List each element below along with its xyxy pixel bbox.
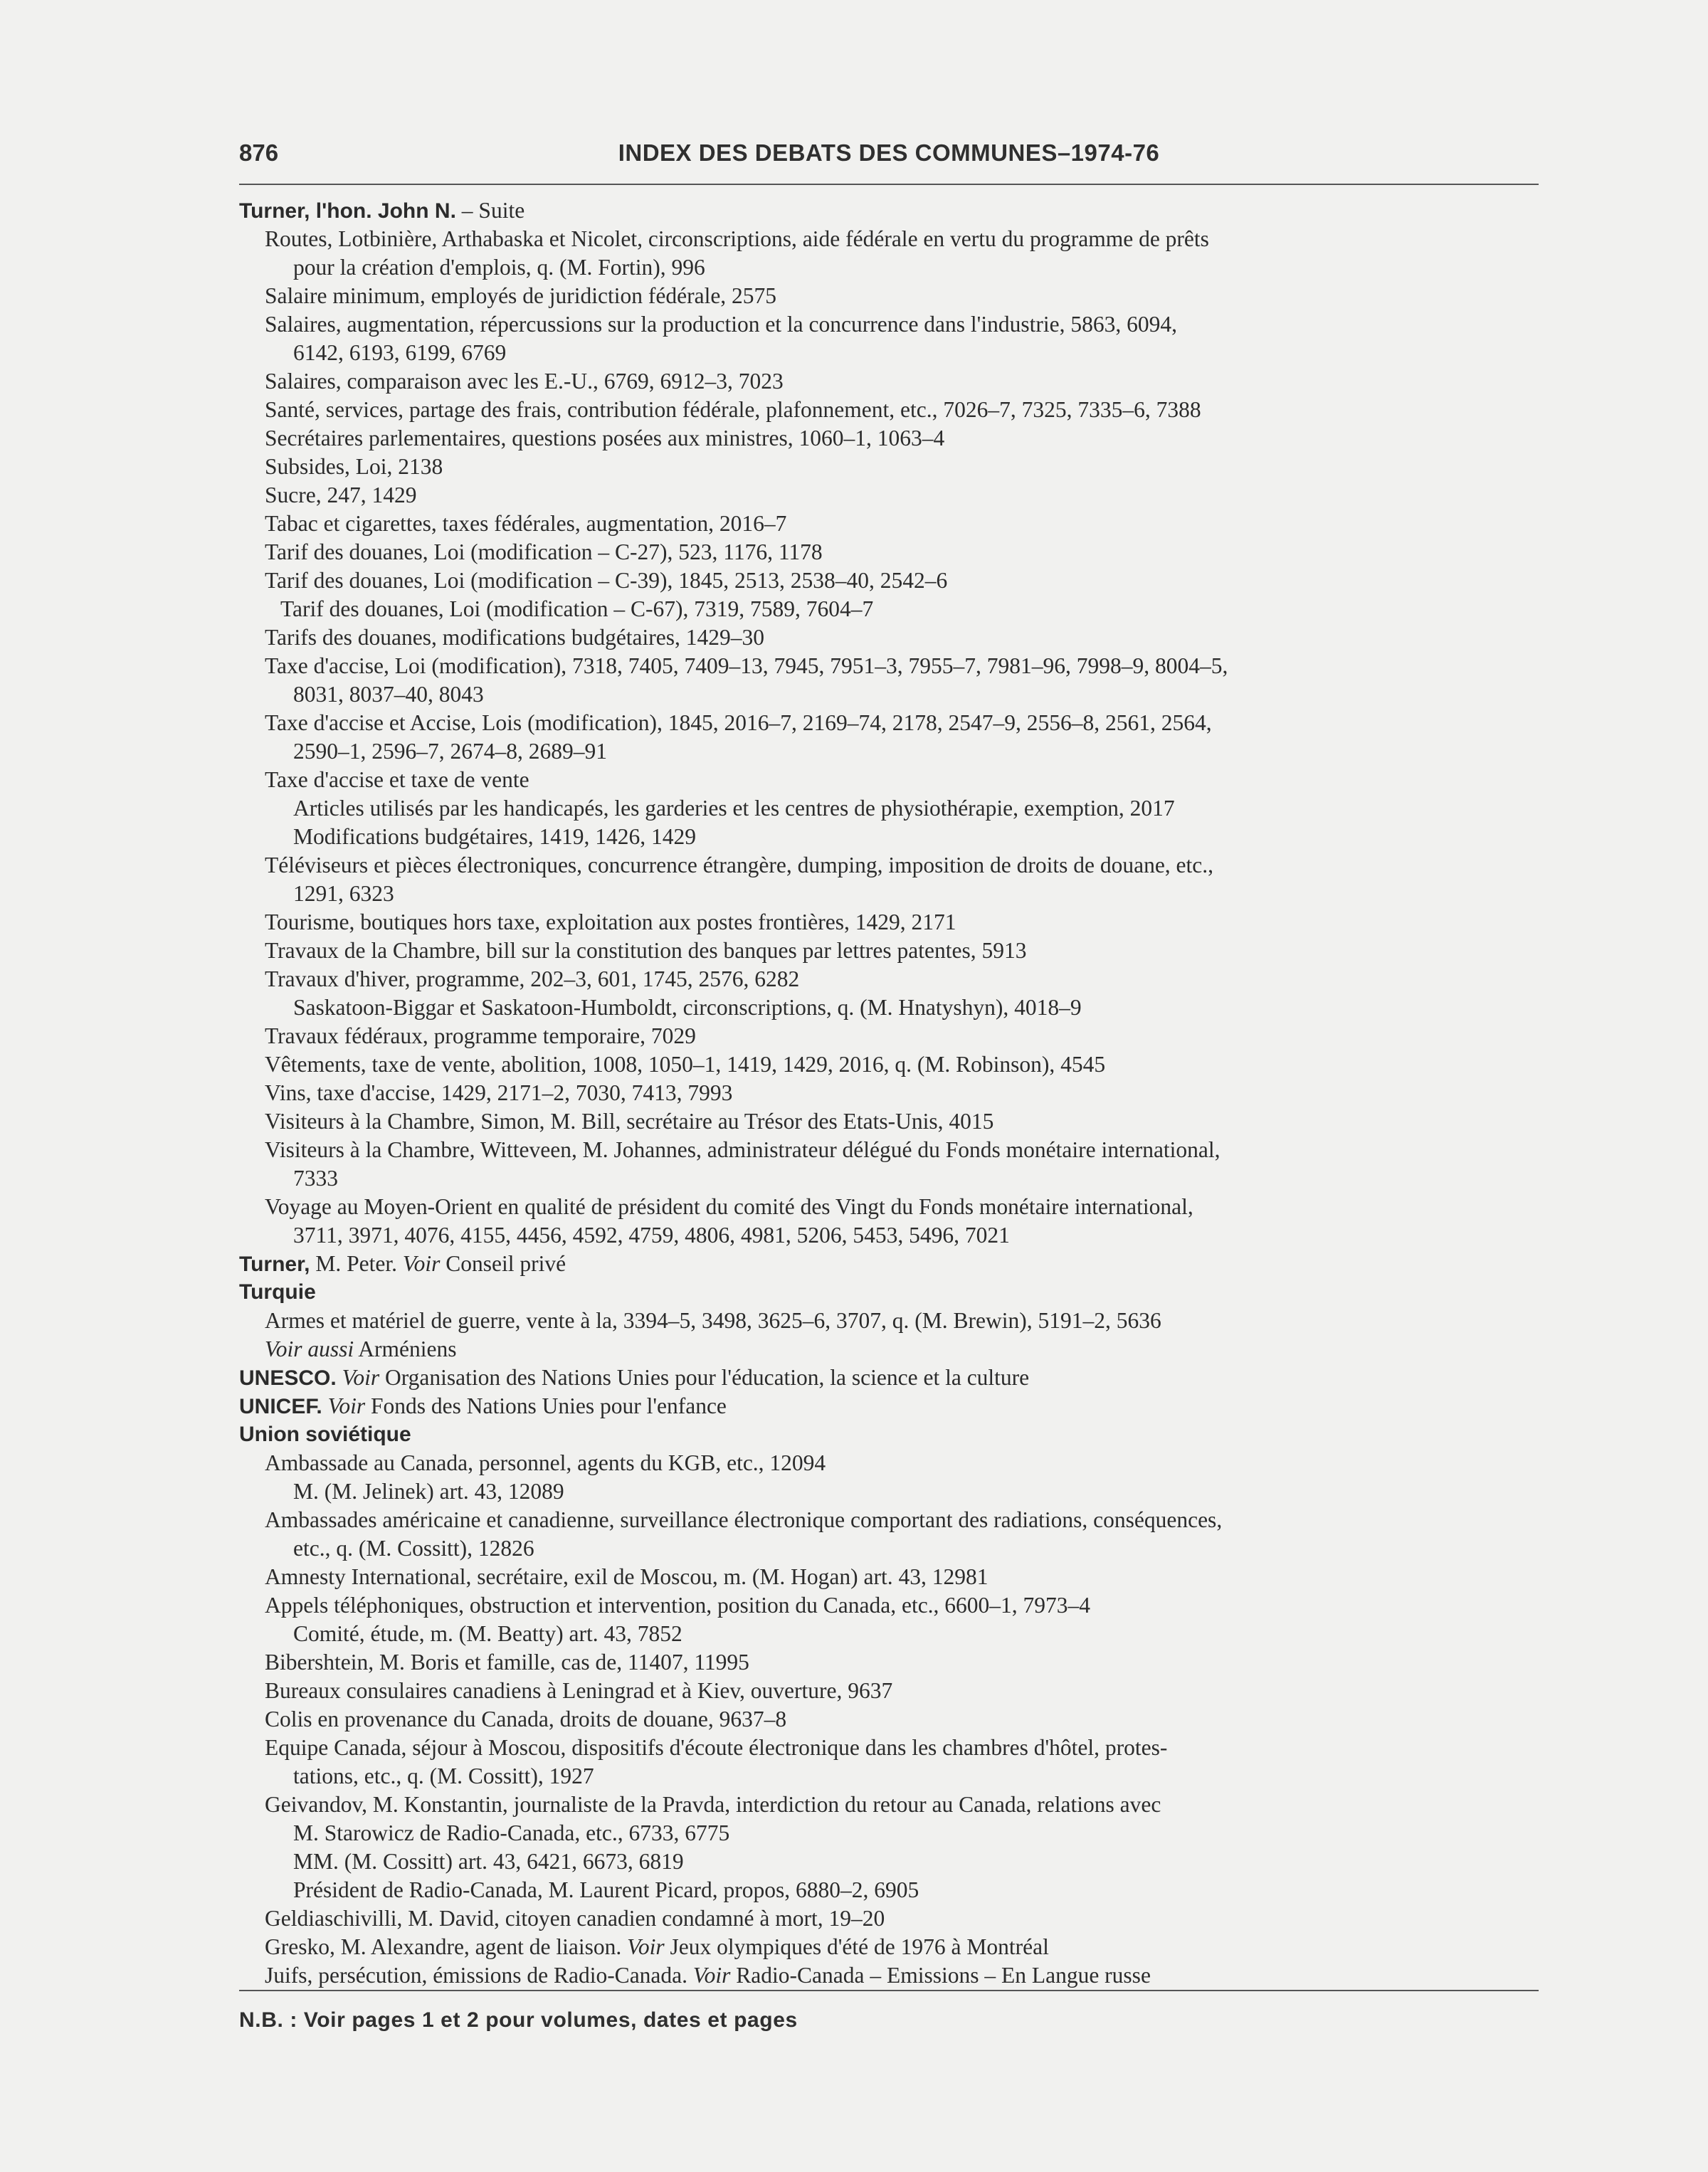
index-heading xyxy=(239,1250,1539,1278)
entry-text: Colis en provenance du Canada, droits de douane, 9637–8 xyxy=(265,1707,787,1731)
entry-text: Sucre, 247, 1429 xyxy=(265,483,417,507)
index-entry xyxy=(239,965,1539,993)
index-entry xyxy=(239,595,1539,623)
cross-reference-text: Voir xyxy=(692,1963,731,1988)
entry-text: Tourisme, boutiques hors taxe, exploitation aux postes frontières, 1429, 2171 xyxy=(265,910,956,934)
index-entry xyxy=(239,737,1539,766)
entry-text: Turquie xyxy=(239,1280,316,1304)
index-entry xyxy=(239,908,1539,937)
entry-text: Organisation des Nations Unies pour l'éducation, la science et la culture xyxy=(379,1365,1030,1390)
entry-text: Voyage au Moyen-Orient en qualité de président du comité des Vingt du Fonds monétaire international, xyxy=(265,1194,1193,1219)
entry-text: Turner, l'hon. John N. xyxy=(239,199,456,223)
page-number: 876 xyxy=(239,139,279,166)
entry-text: UNICEF. xyxy=(239,1395,322,1418)
entry-text: Geldiaschivilli, M. David, citoyen canadien condamné à mort, 19–20 xyxy=(265,1906,885,1931)
index-entry xyxy=(239,880,1539,908)
entry-text: Arméniens xyxy=(354,1337,457,1361)
entry-text: Juifs, persécution, émissions de Radio-Canada. xyxy=(265,1963,693,1988)
index-entry xyxy=(239,1677,1539,1705)
entry-text: Gresko, M. Alexandre, agent de liaison. xyxy=(265,1934,628,1959)
entry-text: 3711, 3971, 4076, 4155, 4456, 4592, 4759, 4806, 4981, 5206, 5453, 5496, 7021 xyxy=(293,1223,1010,1248)
index-entry xyxy=(239,339,1539,367)
index-entry xyxy=(239,851,1539,880)
index-entry xyxy=(239,453,1539,481)
entry-text: Jeux olympiques d'été de 1976 à Montréal xyxy=(664,1934,1049,1959)
entry-text: Articles utilisés par les handicapés, les garderies et les centres de physiothérapie, exemption, 2017 xyxy=(293,796,1175,821)
index-heading xyxy=(239,1364,1539,1392)
index-entry xyxy=(239,709,1539,737)
index-entry xyxy=(239,566,1539,595)
entry-text: Salaires, comparaison avec les E.-U., 6769, 6912–3, 7023 xyxy=(265,369,784,394)
index-entry xyxy=(239,1022,1539,1050)
entry-text: Tarif des douanes, Loi (modification – C-67), 7319, 7589, 7604–7 xyxy=(280,596,874,621)
entry-text: Santé, services, partage des frais, contribution fédérale, plafonnement, etc., 7026–7, 7325, 7335–6, 7388 xyxy=(265,397,1201,422)
entry-text: Amnesty International, secrétaire, exil de Moscou, m. (M. Hogan) art. 43, 12981 xyxy=(265,1564,989,1589)
entry-text: Equipe Canada, séjour à Moscou, dispositifs d'écoute électronique dans les chambres d'hôtel, protes- xyxy=(265,1735,1168,1760)
index-entry xyxy=(239,1136,1539,1164)
entry-text xyxy=(322,1393,328,1418)
entry-text: pour la création d'emplois, q. (M. Fortin), 996 xyxy=(293,255,705,280)
index-entry xyxy=(239,1705,1539,1734)
index-entry xyxy=(239,282,1539,310)
index-heading xyxy=(239,1392,1539,1420)
index-entry xyxy=(239,1164,1539,1193)
entry-text: Salaire minimum, employés de juridiction fédérale, 2575 xyxy=(265,283,777,308)
entry-text: UNESCO. xyxy=(239,1366,337,1390)
index-entry xyxy=(239,310,1539,339)
entry-text: Bibershtein, M. Boris et famille, cas de, 11407, 11995 xyxy=(265,1650,749,1675)
index-entry xyxy=(239,937,1539,965)
entry-text: etc., q. (M. Cossitt), 12826 xyxy=(293,1536,534,1561)
entry-text: Travaux fédéraux, programme temporaire, 7029 xyxy=(265,1023,696,1048)
entry-text: Comité, étude, m. (M. Beatty) art. 43, 7852 xyxy=(293,1621,682,1646)
index-entry xyxy=(239,1449,1539,1477)
index-entry xyxy=(239,1221,1539,1250)
entry-text: 8031, 8037–40, 8043 xyxy=(293,682,484,707)
entry-text: Union soviétique xyxy=(239,1423,411,1446)
index-entry xyxy=(239,225,1539,253)
cross-reference-text: Voir xyxy=(342,1365,380,1390)
index-entries xyxy=(239,196,1539,1990)
cross-reference-text: Voir aussi xyxy=(265,1337,354,1361)
entry-text: – Suite xyxy=(455,198,525,223)
entry-text: Conseil privé xyxy=(440,1251,566,1276)
index-entry xyxy=(239,367,1539,396)
entry-text: Bureaux consulaires canadiens à Leningrad et à Kiev, ouverture, 9637 xyxy=(265,1678,893,1703)
entry-text: Travaux d'hiver, programme, 202–3, 601, 1745, 2576, 6282 xyxy=(265,966,800,991)
entry-text: 6142, 6193, 6199, 6769 xyxy=(293,340,507,365)
entry-text: Travaux de la Chambre, bill sur la constitution des banques par lettres patentes, 5913 xyxy=(265,938,1027,963)
entry-text: Tarif des douanes, Loi (modification – C-39), 1845, 2513, 2538–40, 2542–6 xyxy=(265,568,948,593)
index-entry xyxy=(239,1961,1539,1990)
entry-text: Visiteurs à la Chambre, Simon, M. Bill, secrétaire au Trésor des Etats-Unis, 4015 xyxy=(265,1109,994,1134)
index-heading xyxy=(239,196,1539,225)
entry-text: Appels téléphoniques, obstruction et intervention, position du Canada, etc., 6600–1, 7973–4 xyxy=(265,1593,1091,1618)
index-entry xyxy=(239,1307,1539,1335)
index-entry xyxy=(239,823,1539,851)
index-entry xyxy=(239,1876,1539,1904)
index-entry xyxy=(239,1904,1539,1933)
index-entry xyxy=(239,481,1539,510)
index-entry xyxy=(239,396,1539,424)
index-entry xyxy=(239,1107,1539,1136)
entry-text: Armes et matériel de guerre, vente à la, 3394–5, 3498, 3625–6, 3707, q. (M. Brewin), 5191–2, 5636 xyxy=(265,1308,1161,1333)
index-entry xyxy=(239,1079,1539,1107)
index-entry xyxy=(239,253,1539,282)
entry-text: Taxe d'accise, Loi (modification), 7318, 7405, 7409–13, 7945, 7951–3, 7955–7, 7981–96, 7998–9, 8004–5, xyxy=(265,653,1228,678)
entry-text: M. Peter. xyxy=(310,1251,403,1276)
entry-text: Téléviseurs et pièces électroniques, concurrence étrangère, dumping, imposition de droits de douane, etc., xyxy=(265,853,1214,877)
entry-text: Geivandov, M. Konstantin, journaliste de la Pravda, interdiction du retour au Canada, relations avec xyxy=(265,1792,1161,1817)
header-rule xyxy=(239,184,1539,185)
index-entry xyxy=(239,1933,1539,1961)
index-entry xyxy=(239,680,1539,709)
entry-text: MM. (M. Cossitt) art. 43, 6421, 6673, 6819 xyxy=(293,1849,684,1874)
index-entry xyxy=(239,1819,1539,1847)
entry-text xyxy=(337,1365,342,1390)
index-entry xyxy=(239,1193,1539,1221)
index-entry xyxy=(239,1762,1539,1791)
entry-text: M. Starowicz de Radio-Canada, etc., 6733, 6775 xyxy=(293,1820,730,1845)
entry-text: Tabac et cigarettes, taxes fédérales, augmentation, 2016–7 xyxy=(265,511,787,536)
cross-reference-text: Voir xyxy=(402,1251,441,1276)
page-header xyxy=(239,139,1539,175)
footer-note: N.B. : Voir pages 1 et 2 pour volumes, dates et pages xyxy=(239,2008,798,2032)
index-entry xyxy=(239,1563,1539,1591)
index-entry xyxy=(239,1847,1539,1876)
footer-rule xyxy=(239,1990,1539,1991)
entry-text: Vins, taxe d'accise, 1429, 2171–2, 7030, 7413, 7993 xyxy=(265,1080,733,1105)
index-entry xyxy=(239,1591,1539,1620)
index-entry xyxy=(239,993,1539,1022)
entry-text: tations, etc., q. (M. Cossitt), 1927 xyxy=(293,1764,594,1788)
entry-text: Ambassade au Canada, personnel, agents du KGB, etc., 12094 xyxy=(265,1450,826,1475)
index-entry xyxy=(239,1335,1539,1364)
index-entry xyxy=(239,1620,1539,1648)
index-heading xyxy=(239,1420,1539,1449)
running-title: INDEX DES DEBATS DES COMMUNES–1974-76 xyxy=(618,139,1160,166)
index-entry xyxy=(239,1506,1539,1534)
cross-reference-text: Voir xyxy=(327,1393,366,1418)
entry-text: Salaires, augmentation, répercussions sur la production et la concurrence dans l'industrie, 5863, 6094, xyxy=(265,312,1177,337)
entry-text: Fonds des Nations Unies pour l'enfance xyxy=(365,1393,727,1418)
index-entry xyxy=(239,1791,1539,1819)
entry-text: M. (M. Jelinek) art. 43, 12089 xyxy=(293,1479,564,1504)
index-entry xyxy=(239,652,1539,680)
index-entry xyxy=(239,1648,1539,1677)
entry-text: Subsides, Loi, 2138 xyxy=(265,454,443,479)
index-entry xyxy=(239,1050,1539,1079)
entry-text: Tarif des douanes, Loi (modification – C-27), 523, 1176, 1178 xyxy=(265,539,823,564)
index-entry xyxy=(239,510,1539,538)
index-entry xyxy=(239,623,1539,652)
entry-text: Visiteurs à la Chambre, Witteveen, M. Johannes, administrateur délégué du Fonds monétaire international, xyxy=(265,1137,1221,1162)
index-entry xyxy=(239,1534,1539,1563)
index-entry xyxy=(239,538,1539,566)
entry-text: 1291, 6323 xyxy=(293,881,394,906)
index-heading xyxy=(239,1278,1539,1307)
index-entry xyxy=(239,1477,1539,1506)
entry-text: Radio-Canada – Emissions – En Langue russe xyxy=(730,1963,1151,1988)
entry-text: Modifications budgétaires, 1419, 1426, 1429 xyxy=(293,824,697,849)
index-entry xyxy=(239,766,1539,794)
index-entry xyxy=(239,424,1539,453)
entry-text: Saskatoon-Biggar et Saskatoon-Humboldt, circonscriptions, q. (M. Hnatyshyn), 4018–9 xyxy=(293,995,1082,1020)
entry-text: Secrétaires parlementaires, questions posées aux ministres, 1060–1, 1063–4 xyxy=(265,426,945,450)
entry-text: Vêtements, taxe de vente, abolition, 1008, 1050–1, 1419, 1429, 2016, q. (M. Robinson), 4545 xyxy=(265,1052,1106,1077)
index-entry xyxy=(239,1734,1539,1762)
entry-text: Ambassades américaine et canadienne, surveillance électronique comportant des radiations, conséquences, xyxy=(265,1507,1223,1532)
entry-text: Taxe d'accise et taxe de vente xyxy=(265,767,529,792)
entry-text: Turner, xyxy=(239,1253,310,1276)
entry-text: 7333 xyxy=(293,1166,338,1191)
entry-text: 2590–1, 2596–7, 2674–8, 2689–91 xyxy=(293,739,607,764)
entry-text: Routes, Lotbinière, Arthabaska et Nicolet, circonscriptions, aide fédérale en vertu du programme de prêts xyxy=(265,226,1209,251)
cross-reference-text: Voir xyxy=(627,1934,665,1959)
index-entry xyxy=(239,794,1539,823)
entry-text: Président de Radio-Canada, M. Laurent Picard, propos, 6880–2, 6905 xyxy=(293,1877,919,1902)
entry-text: Taxe d'accise et Accise, Lois (modification), 1845, 2016–7, 2169–74, 2178, 2547–9, 2556–8, 2561, 2564, xyxy=(265,710,1212,735)
entry-text: Tarifs des douanes, modifications budgétaires, 1429–30 xyxy=(265,625,765,650)
